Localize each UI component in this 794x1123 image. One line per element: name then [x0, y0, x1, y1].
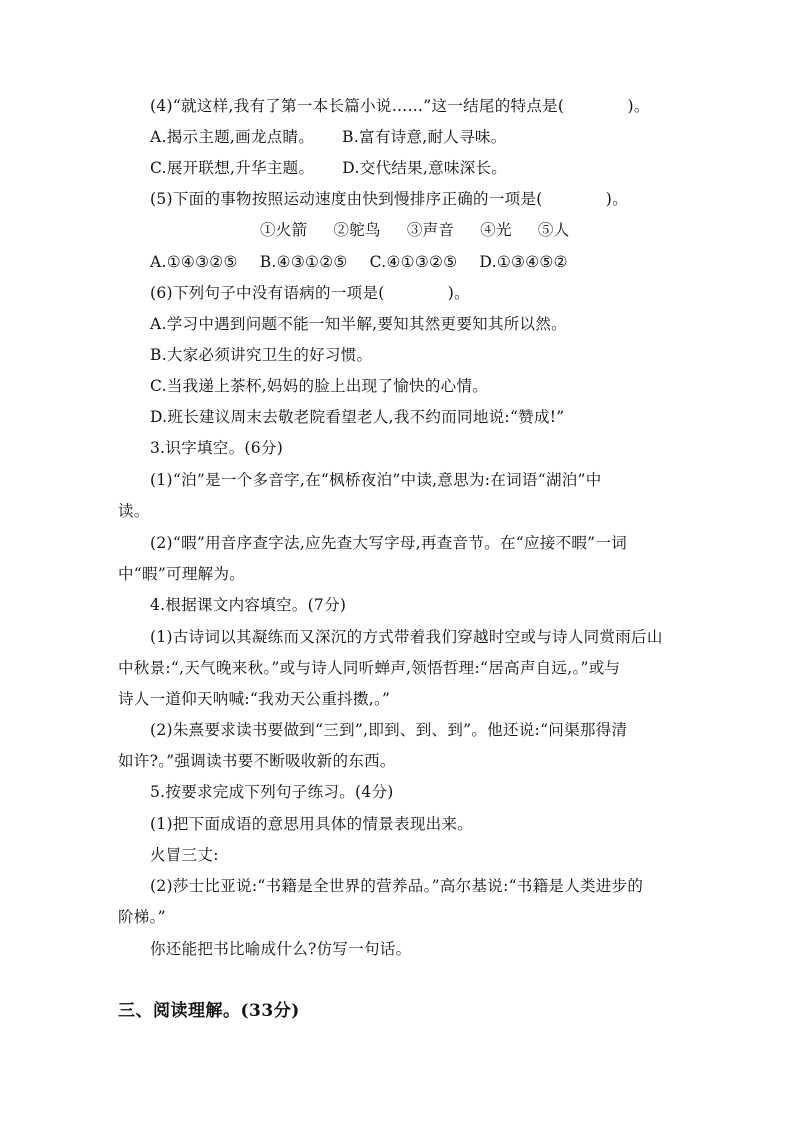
s5-p2-sub: 你还能把书比喻成什么?仿写一句话。	[150, 940, 412, 958]
s3-p1-line1: (1)“泊”是一个多音字,在“枫桥夜泊”中读,意思为:在词语“湖泊”中	[150, 471, 602, 489]
q5-item: ①火箭	[260, 221, 308, 239]
s5-p1-sub: 火冒三丈:	[150, 846, 219, 864]
s4-p1-line2: 中秋景:“,天气晚来秋。”或与诗人同听蝉声,领悟哲理:“居高声自远,。”或与	[118, 659, 621, 677]
q5-item: ④光	[480, 221, 512, 239]
q5-items	[260, 220, 569, 240]
q4-option-c: C.展开联想,升华主题。	[150, 159, 315, 177]
s3-p2-line1: (2)“暇”用音序查字法,应先查大写字母,再查音节。在“应接不暇”一词	[150, 534, 628, 552]
q5-option-d: D.①③④⑤②	[479, 253, 568, 271]
s3-title: 3.识字填空。(6分)	[150, 439, 284, 457]
s5-title: 5.按要求完成下列句子练习。(4分)	[150, 783, 394, 801]
s4-p2-line2: 如许?。”强调读书要不断吸收新的东西。	[118, 752, 396, 770]
q4-options-row1	[150, 127, 507, 147]
s5-p2-line2: 阶梯。”	[118, 908, 166, 926]
section-heading: 三、阅读理解。(33分)	[118, 1001, 300, 1021]
q6-option-b: B.大家必须讲究卫生的好习惯。	[150, 346, 373, 364]
q4-option-b: B.富有诗意,耐人寻味。	[342, 128, 507, 146]
q5-item: ②鸵鸟	[333, 221, 381, 239]
s4-p1-line1: (1)古诗词以其凝练而又深沉的方式带着我们穿越时空或与诗人同赏雨后山	[150, 628, 663, 646]
q6-option-c: C.当我递上茶杯,妈妈的脸上出现了愉快的心情。	[150, 377, 489, 395]
s5-p1: (1)把下面成语的意思用具体的情景表现出来。	[150, 815, 474, 833]
s4-p1-line3: 诗人一道仰天呐喊:“我劝天公重抖擞,。”	[118, 690, 391, 708]
s3-p1-line2: 读。	[118, 502, 150, 520]
q6-option-a: A.学习中遇到问题不能一知半解,要知其然更要知其所以然。	[150, 315, 567, 333]
s5-p2-line1: (2)莎士比亚说:“书籍是全世界的营养品。”高尔基说:“书籍是人类进步的	[150, 877, 644, 895]
s4-p2-line1: (2)朱熹要求读书要做到“三到”,即到、到、到”。他还说:“问渠那得清	[150, 721, 628, 739]
q5-option-b: B.④③①②⑤	[259, 253, 348, 271]
q4-options-row2	[150, 158, 507, 178]
q5-options	[150, 252, 568, 272]
q5-stem: (5)下面的事物按照运动速度由快到慢排序正确的一项是( )。	[150, 190, 628, 208]
q5-item: ③声音	[406, 221, 455, 239]
q4-option-a: A.揭示主题,画龙点睛。	[150, 128, 315, 146]
s4-title: 4.根据课文内容填空。(7分)	[150, 596, 347, 614]
q5-option-a: A.①④③②⑤	[150, 253, 238, 271]
q5-item: ⑤人	[537, 221, 570, 239]
q5-option-c: C.④①③②⑤	[369, 253, 458, 271]
q6-option-d: D.班长建议周末去敬老院看望老人,我不约而同地说:“赞成!”	[150, 408, 565, 426]
q4-stem: (4)“就这样,我有了第一本长篇小说……”这一结尾的特点是( )。	[150, 97, 650, 115]
s3-p2-line2: 中“暇”可理解为。	[118, 565, 246, 583]
q4-option-d: D.交代结果,意味深长。	[342, 159, 508, 177]
q6-stem: (6)下列句子中没有语病的一项是( )。	[150, 284, 470, 302]
